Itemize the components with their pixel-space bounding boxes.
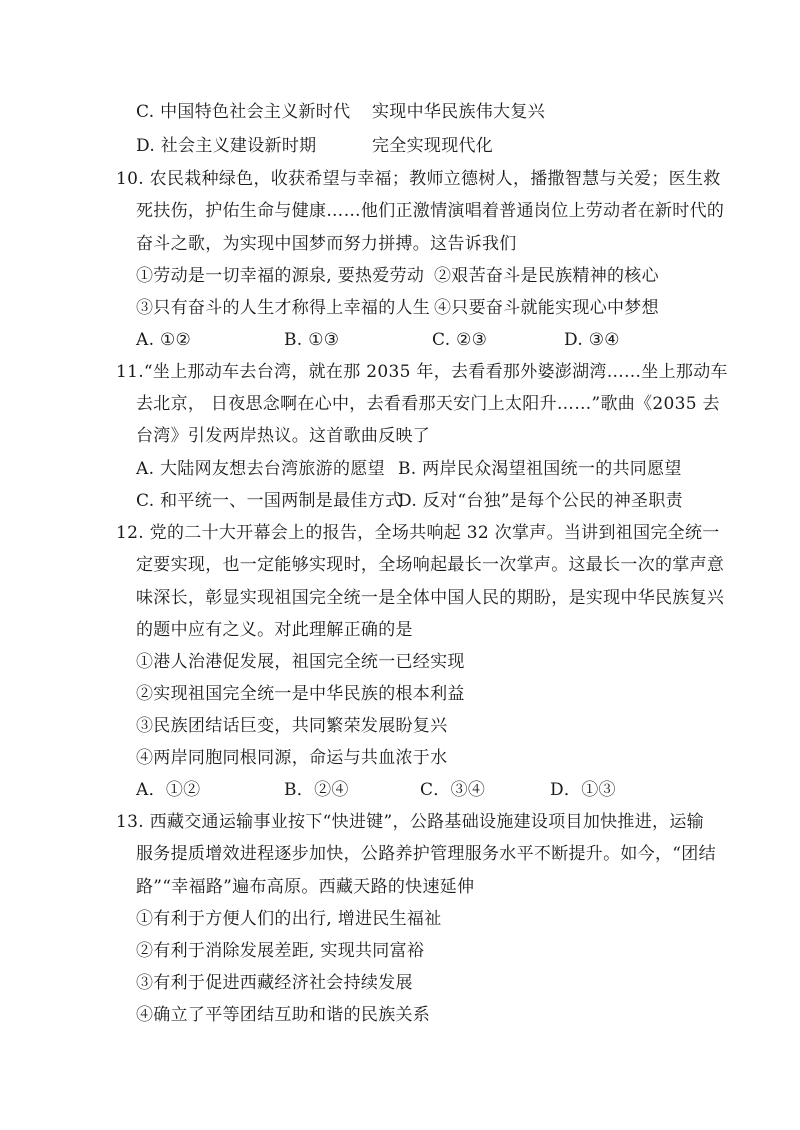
q11-stem-line-1: 11.“坐上那动车去台湾，就在那 2035 年，去看看那外婆澎湖湾……坐上那动车 bbox=[116, 362, 728, 382]
q12-stem-line-3: 味深长，彰显实现祖国完全统一是全体中国人民的期盼，是实现中华民族复兴 bbox=[136, 588, 725, 608]
q10-statements-row-1 bbox=[136, 264, 659, 288]
q11-option-b: B. 两岸民众渴望祖国统一的共同愿望 bbox=[398, 459, 682, 479]
q11-options-row-1 bbox=[136, 457, 682, 481]
q10-option-b: B. ①③ bbox=[284, 330, 340, 350]
q11-stem-line-3: 台湾》引发两岸热议。这首歌曲反映了 bbox=[136, 426, 431, 446]
q12-statement-3: ③民族团结话巨变，共同繁荣发展盼复兴 bbox=[136, 716, 448, 736]
q12-option-a: A．①② bbox=[136, 780, 201, 800]
q13-statement-2: ②有利于消除发展差距, 实现共同富裕 bbox=[136, 941, 425, 961]
q9-option-d bbox=[136, 134, 494, 158]
q11-options-row-2 bbox=[136, 489, 683, 513]
q11-option-d: D. 反对“台独”是每个公民的神圣职责 bbox=[398, 491, 683, 511]
q10-options bbox=[136, 328, 620, 352]
q10-stem-line-3: 奋斗之歌，为实现中国梦而努力拼搏。这告诉我们 bbox=[136, 234, 517, 254]
q12-option-d: D．①③ bbox=[550, 780, 616, 800]
q9-option-d-left: D. 社会主义建设新时期 bbox=[136, 136, 317, 156]
q12-statement-1: ①港人治港促发展，祖国完全统一已经实现 bbox=[136, 652, 465, 672]
q10-statement-3: ③只有奋斗的人生才称得上幸福的人生 bbox=[136, 298, 431, 318]
q12-option-c: C．③④ bbox=[420, 780, 486, 800]
q10-statement-1: ①劳动是一切幸福的源泉, 要热爱劳动 bbox=[136, 266, 425, 286]
q9-option-c-right: 实现中华民族伟大复兴 bbox=[372, 102, 545, 122]
q10-statement-4: ④只要奋斗就能实现心中梦想 bbox=[434, 298, 659, 318]
q10-stem-line-2: 死扶伤，护佑生命与健康……他们正激情演唱着普通岗位上劳动者在新时代的 bbox=[136, 201, 725, 221]
q12-statement-2: ②实现祖国完全统一是中华民族的根本利益 bbox=[136, 684, 465, 704]
q11-stem-line-2: 去北京， 日夜思念啊在心中，去看看那天安门上太阳升……”歌曲《2035 去 bbox=[136, 394, 720, 414]
q10-option-a: A. ①② bbox=[136, 330, 192, 350]
q12-option-b: B．②④ bbox=[284, 780, 349, 800]
q12-stem-line-1: 12. 党的二十大开幕会上的报告，全场共响起 32 次掌声。当讲到祖国完全统一 bbox=[116, 523, 720, 543]
q11-option-c: C. 和平统一、一国两制是最佳方式 bbox=[136, 491, 403, 511]
q12-stem-line-2: 定要实现，也一定能够实现时，全场响起最长一次掌声。这最长一次的掌声意 bbox=[136, 555, 725, 575]
q12-options bbox=[136, 778, 616, 802]
q13-statement-3: ③有利于促进西藏经济社会持续发展 bbox=[136, 973, 413, 993]
q12-statement-4: ④两岸同胞同根同源，命运与共血浓于水 bbox=[136, 748, 448, 768]
q13-statement-1: ①有利于方便人们的出行, 增进民生福祉 bbox=[136, 909, 442, 929]
q10-stem-line-1: 10. 农民栽种绿色，收获希望与幸福；教师立德树人，播撒智慧与关爱；医生救 bbox=[116, 169, 721, 189]
q13-stem-line-2: 服务提质增效进程逐步加快，公路养护管理服务水平不断提升。如今，“团结 bbox=[136, 844, 716, 864]
q9-option-c bbox=[136, 100, 545, 124]
q10-option-d: D. ③④ bbox=[564, 330, 620, 350]
q10-option-c: C. ②③ bbox=[432, 330, 488, 350]
q13-stem-line-3: 路”“幸福路”遍布高原。西藏天路的快速延伸 bbox=[136, 877, 475, 897]
q13-stem-line-1: 13. 西藏交通运输事业按下“快进键”，公路基础设施建设项目加快推进，运输 bbox=[116, 812, 704, 832]
q13-statement-4: ④确立了平等团结互助和谐的民族关系 bbox=[136, 1005, 431, 1025]
q12-stem-line-4: 的题中应有之义。对此理解正确的是 bbox=[136, 620, 413, 640]
q11-option-a: A. 大陆网友想去台湾旅游的愿望 bbox=[136, 459, 385, 479]
q10-statement-2: ②艰苦奋斗是民族精神的核心 bbox=[434, 266, 659, 286]
q10-statements-row-2 bbox=[136, 296, 659, 320]
q9-option-d-right: 完全实现现代化 bbox=[372, 136, 494, 156]
q9-option-c-left: C. 中国特色社会主义新时代 bbox=[136, 102, 351, 122]
